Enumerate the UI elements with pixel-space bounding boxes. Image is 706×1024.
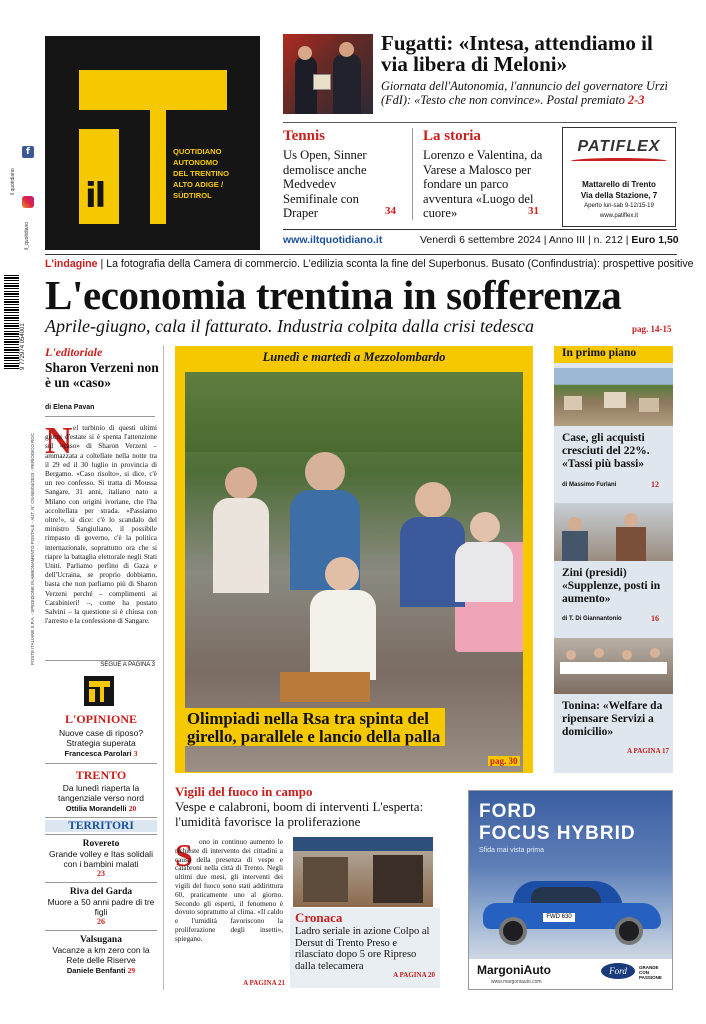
primo-piano-header: In primo piano	[554, 346, 673, 363]
main-teaser: L'indagine | La fotografia della Camera di commercio. L'edilizia sconta la fine del Superbonus. Busato (Confindustria): prospettive positive	[45, 258, 694, 270]
rovereto-text[interactable]: Grande volley e Itas solidali con i bambini malati	[49, 849, 153, 869]
ford-dealer: MargoniAuto	[477, 963, 551, 977]
opinione-kicker: L'OPINIONE	[64, 712, 137, 726]
logo-t-stem	[150, 110, 166, 224]
storia-kicker: La storia	[423, 128, 481, 144]
primo-piano-author-2: di T. Di Giannantonio	[562, 616, 622, 622]
ford-tagline: Sfida mai vista prima	[479, 847, 544, 854]
divider	[163, 345, 164, 990]
primo-piano-photo-2[interactable]	[554, 503, 673, 561]
divider	[45, 254, 677, 255]
valsugana-author: Daniele Benfanti	[66, 966, 126, 975]
main-headline[interactable]: L'economia trentina in sofferenza	[45, 272, 622, 318]
editorial-body: el turbinio di questi ultimi giorni d'estate si è spenta l'attenzione sul «caso» di Sharon Verzeni – ammazzata a coltellate nella notte tra il 29 ed il 30 luglio in provincia di Bergamo. «Caso risolto», si dice, c'è un reo confesso. Si tratta di Moussa Sangare, 31 anni, italiano nato a Milano con origini ivoriane, che l'ha accoltellata per strada. «Passiamo oltre!», si dice: c'è lo scandalo del ministro Sangiuliano, il possibile rimpasto di governo, c'è la politica internazionale, soprattutto ora che si riapre la battaglia elettorale negli Stati Uniti. Parliamo perfino di Gaza e dell'Ucraina, se proprio dobbiamo, basta che non parliamo più di Sharon Verzeni perché – complimenti ai Carabinieri! –, come ha postato Salvini – la questione si è chiusa con l'arresto e la confessione di Sangare.	[45, 424, 157, 626]
patiflex-brand: PATIFLEX	[577, 138, 661, 155]
opinione-author: Francesca Parolari	[64, 749, 132, 758]
dateline: Venerdì 6 settembre 2024 | Anno III | n. 212 | Euro 1,50	[420, 234, 679, 246]
ad-patiflex[interactable]	[562, 127, 676, 227]
instagram-icon[interactable]	[22, 196, 34, 208]
main-page[interactable]: pag. 14-15	[632, 324, 672, 334]
masthead-logo[interactable]	[45, 36, 260, 250]
logo-tagline: QUOTIDIANO AUTONOMO DEL TRENTINO ALTO ADIGE / SÜDTIROL	[173, 147, 229, 200]
website-link[interactable]: www.iltquotidiano.it	[283, 234, 383, 246]
ad-ford[interactable]	[468, 790, 673, 990]
logo-i-dot	[79, 70, 119, 110]
feature-box[interactable]	[175, 346, 533, 773]
barcode	[4, 275, 19, 370]
editorial-title[interactable]: Sharon Verzeni non è un «caso»	[45, 360, 159, 390]
ford-logo: Ford	[601, 963, 635, 979]
patiflex-swoosh	[571, 158, 667, 164]
trento-text[interactable]: Da lunedì riaperta la tangenziale verso nord	[57, 783, 144, 803]
primo-piano-photo-1[interactable]	[554, 368, 673, 426]
primo-piano-page-2[interactable]: 16	[651, 614, 659, 623]
feature-headline[interactable]: Olimpiadi nella Rsa tra spinta del girello, parallele e lancio della palla	[185, 708, 445, 746]
vigili-kicker: Vigili del fuoco in campo	[175, 784, 313, 799]
feature-page[interactable]: pag. 30	[490, 756, 518, 766]
trento-author: Ottilia Morandelli	[65, 804, 127, 813]
trento-kicker: TRENTO	[75, 768, 127, 782]
divider	[45, 660, 155, 661]
patiflex-line1: Mattarello di Trento	[582, 180, 656, 189]
opinione-text[interactable]: Nuove case di riposo? Strategia superata	[58, 728, 144, 748]
top-story-summary: Giornata dell'Autonomia, l'annuncio del governatore Urzì (FdI): «Testo che non convince». Postal premiato 2-3	[381, 79, 668, 107]
tennis-page[interactable]: 34	[385, 205, 396, 217]
divider	[283, 229, 677, 230]
vigili-body: ono in continuo aumento le richieste di intervento dei cittadini a causa della presenza di vespe e calabroni nella città di Trento. Negli ultimi due mesi, gli interventi dei vigili del fuoco sono stati addirittura 60, praticamente uno al giorno. Secondo gli esperti, il fenomeno è dovuto soprattutto al clima. «Il caldo e l'umidità favoriscono la proliferazione degli insetti», spiegano.	[175, 838, 283, 943]
ford-title-2: FOCUS HYBRID	[479, 823, 636, 844]
rovereto-page[interactable]: 23	[97, 869, 105, 878]
logo-t-bar	[119, 70, 227, 110]
tennis-headline[interactable]: Us Open, Sinner demolisce anche Medvedev Semifinale con Draper	[283, 148, 367, 220]
patiflex-line2: Via della Stazione, 7	[580, 191, 658, 200]
ford-brand-tag: GRANDE CON PASSIONE	[639, 965, 662, 980]
top-story-headline[interactable]: Fugatti: «Intesa, attendiamo il via libera di Meloni»	[381, 31, 653, 76]
storia-headline[interactable]: Lorenzo e Valentina, da Varese a Malosco per fondare un parco avventura «Luogo del cuore»	[423, 148, 543, 220]
opinione-page: 3	[133, 749, 138, 758]
vigili-page[interactable]: A PAGINA 21	[243, 979, 285, 987]
cronaca-kicker: Cronaca	[295, 910, 343, 925]
logo-il-text: il	[85, 176, 105, 216]
divider	[45, 416, 155, 417]
riva-place: Riva del Garda	[69, 887, 133, 897]
social-label-instagram: il_quotidiano	[24, 221, 30, 250]
primo-piano-page-1[interactable]: 12	[651, 480, 659, 489]
valsugana-place: Valsugana	[80, 935, 122, 945]
riva-page[interactable]: 26	[97, 917, 105, 926]
sidebar	[45, 712, 157, 975]
social-label-facebook: il quotidiano	[10, 168, 16, 195]
patiflex-url: www.patiflex.it	[599, 213, 638, 219]
primo-piano-photo-3[interactable]	[554, 638, 673, 694]
ford-car	[483, 881, 661, 941]
main-subhead: Aprile-giugno, cala il fatturato. Industria colpita dalla crisi tedesca	[45, 316, 534, 336]
cronaca-headline[interactable]: Ladro seriale in azione Colpo al Dersut di Trento Preso e rilasciato dopo 5 ore Ripreso dalla telecamera	[295, 926, 430, 972]
postal-vertical-text: POSTE ITALIANE S.P.A. - SPEDIZIONE IN ABBONAMENTO POSTALE - AUT. N° CN-NE/04/2023 - PERIODICO ROC	[30, 433, 35, 665]
small-logo	[84, 676, 114, 706]
ford-plate: FWD 630	[543, 913, 575, 922]
primo-piano-headline-2[interactable]: Zini (presidi) «Supplenze, posti in aumento»	[562, 567, 661, 605]
riva-text[interactable]: Muore a 50 anni padre di tre figli	[47, 897, 155, 917]
primo-piano-page-3[interactable]: A PAGINA 17	[627, 747, 669, 755]
trento-page: 20	[128, 804, 137, 813]
ford-dealer-url: www.margoniauto.com	[491, 979, 542, 985]
editorial-continue[interactable]: SEGUE A PAGINA 3	[100, 662, 155, 668]
vigili-headline[interactable]: Vespe e calabroni, boom di interventi L'esperta: l'umidità favorisce la proliferazione	[175, 799, 424, 829]
rovereto-place: Rovereto	[82, 839, 120, 849]
primo-piano-author-1: di Massimo Furlani	[562, 482, 617, 488]
editorial-author: di Elena Pavan	[45, 404, 95, 411]
territori-kicker: TERRITORI	[45, 820, 157, 832]
top-story-page[interactable]: 2-3	[628, 93, 645, 107]
cronaca-page[interactable]: A PAGINA 20	[393, 971, 435, 979]
barcode-number: 9 772974 054001	[20, 323, 26, 370]
primo-piano-headline-3[interactable]: Tonina: «Welfare da ripensare Servizi a domicilio»	[562, 700, 663, 738]
divider	[412, 128, 413, 220]
feature-kicker: Lunedì e martedì a Mezzolombardo	[262, 350, 446, 364]
valsugana-text[interactable]: Vacanze a km zero con la Rete delle Riserve	[52, 945, 150, 965]
editorial-kicker: L'editoriale	[45, 345, 103, 359]
top-story-photo[interactable]	[283, 34, 373, 114]
divider	[283, 122, 677, 123]
ford-title-1: FORD	[479, 801, 537, 822]
cronaca-photo[interactable]	[293, 837, 433, 907]
facebook-icon[interactable]: f	[22, 146, 34, 158]
patiflex-hours: Aperto lun-sab 9-12/15-19	[584, 203, 654, 209]
vigili-dropcap: S	[175, 837, 193, 873]
valsugana-page: 29	[127, 966, 136, 975]
storia-page[interactable]: 31	[528, 205, 539, 217]
primo-piano-headline-1[interactable]: Case, gli acquisti cresciuti del 22%. «Tassi più bassi»	[562, 432, 650, 470]
editorial-dropcap: N	[45, 420, 73, 462]
primo-piano-box	[554, 346, 673, 773]
tennis-kicker: Tennis	[283, 128, 325, 144]
